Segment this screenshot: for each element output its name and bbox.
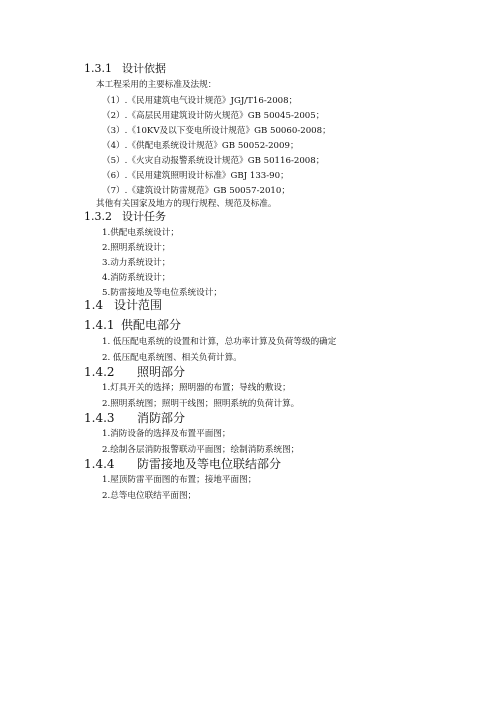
heading-title: 消防部分 [137, 411, 186, 425]
list-item: 1.供配电系统设计； [102, 228, 179, 238]
list-item: 5.防雷接地及等电位系统设计； [102, 288, 222, 298]
heading-title: 设计任务 [122, 210, 166, 223]
paragraph-intro: 本工程采用的主要标准及法规： [96, 80, 217, 90]
heading-title: 供配电部分 [121, 318, 182, 332]
list-item: 2.绘制各层消防报警联动平面图；绘制消防系统图； [102, 445, 300, 455]
list-item: 1.屋顶防雷平面图的布置；接地平面图； [102, 475, 257, 485]
list-item: 2.照明系统图；照明干线图；照明系统的负荷计算。 [102, 399, 300, 409]
list-item: （7）.《建筑设计防雷规范》GB 50057-2010； [102, 186, 290, 196]
heading-number: 1.4.4 [84, 457, 115, 471]
paragraph-outro: 其他有关国家及地方的现行规程、规范及标准。 [96, 199, 277, 209]
heading-number: 1.4.1 [84, 318, 115, 332]
heading-number: 1.4 [84, 298, 104, 312]
heading-title: 设计依据 [122, 62, 166, 75]
list-item: 3.动力系统设计； [102, 258, 171, 268]
list-item: （3）.《10KV及以下变电所设计规范》GB 50060-2008； [102, 126, 331, 136]
heading-title: 设计范围 [114, 298, 163, 312]
list-item: 1.灯具开关的选择；照明器的布置；导线的敷设； [102, 383, 291, 393]
heading-number: 1.4.3 [84, 411, 115, 425]
heading-1-3-1 [84, 60, 166, 76]
list-item: （5）.《火灾自动报警系统设计规范》GB 50116-2008； [102, 156, 325, 166]
heading-number: 1.4.2 [84, 365, 115, 379]
list-item: （1）.《民用建筑电气设计规范》JGJ/T16-2008； [102, 96, 298, 106]
list-item: （4）.《供配电系统设计规范》GB 50052-2009； [102, 141, 299, 151]
heading-1-4-1 [84, 316, 181, 333]
list-item: （2）.《高层民用建筑设计防火规范》GB 50045-2005； [102, 111, 325, 121]
list-item: 1. 低压配电系统的设置和计算，总功率计算及负荷等级的确定 [102, 337, 337, 347]
list-item: 1.消防设备的选择及布置平面图； [102, 429, 231, 439]
list-item: 2.照明系统设计； [102, 243, 171, 253]
heading-title: 防雷接地及等电位联结部分 [137, 457, 282, 471]
list-item: （6）.《民用建筑照明设计标准》GBJ 133-90； [102, 171, 289, 181]
list-item: 4.消防系统设计； [102, 273, 171, 283]
heading-1-4 [84, 296, 162, 313]
heading-1-3-2 [84, 208, 166, 224]
heading-1-4-3 [84, 409, 185, 426]
heading-1-4-2 [84, 363, 185, 380]
heading-number: 1.3.2 [84, 210, 112, 223]
list-item: 2.总等电位联结平面图； [102, 491, 197, 501]
heading-title: 照明部分 [137, 365, 186, 379]
heading-number: 1.3.1 [84, 62, 112, 75]
list-item: 2. 低压配电系统图、相关负荷计算。 [102, 353, 242, 363]
heading-1-4-4 [84, 455, 281, 472]
